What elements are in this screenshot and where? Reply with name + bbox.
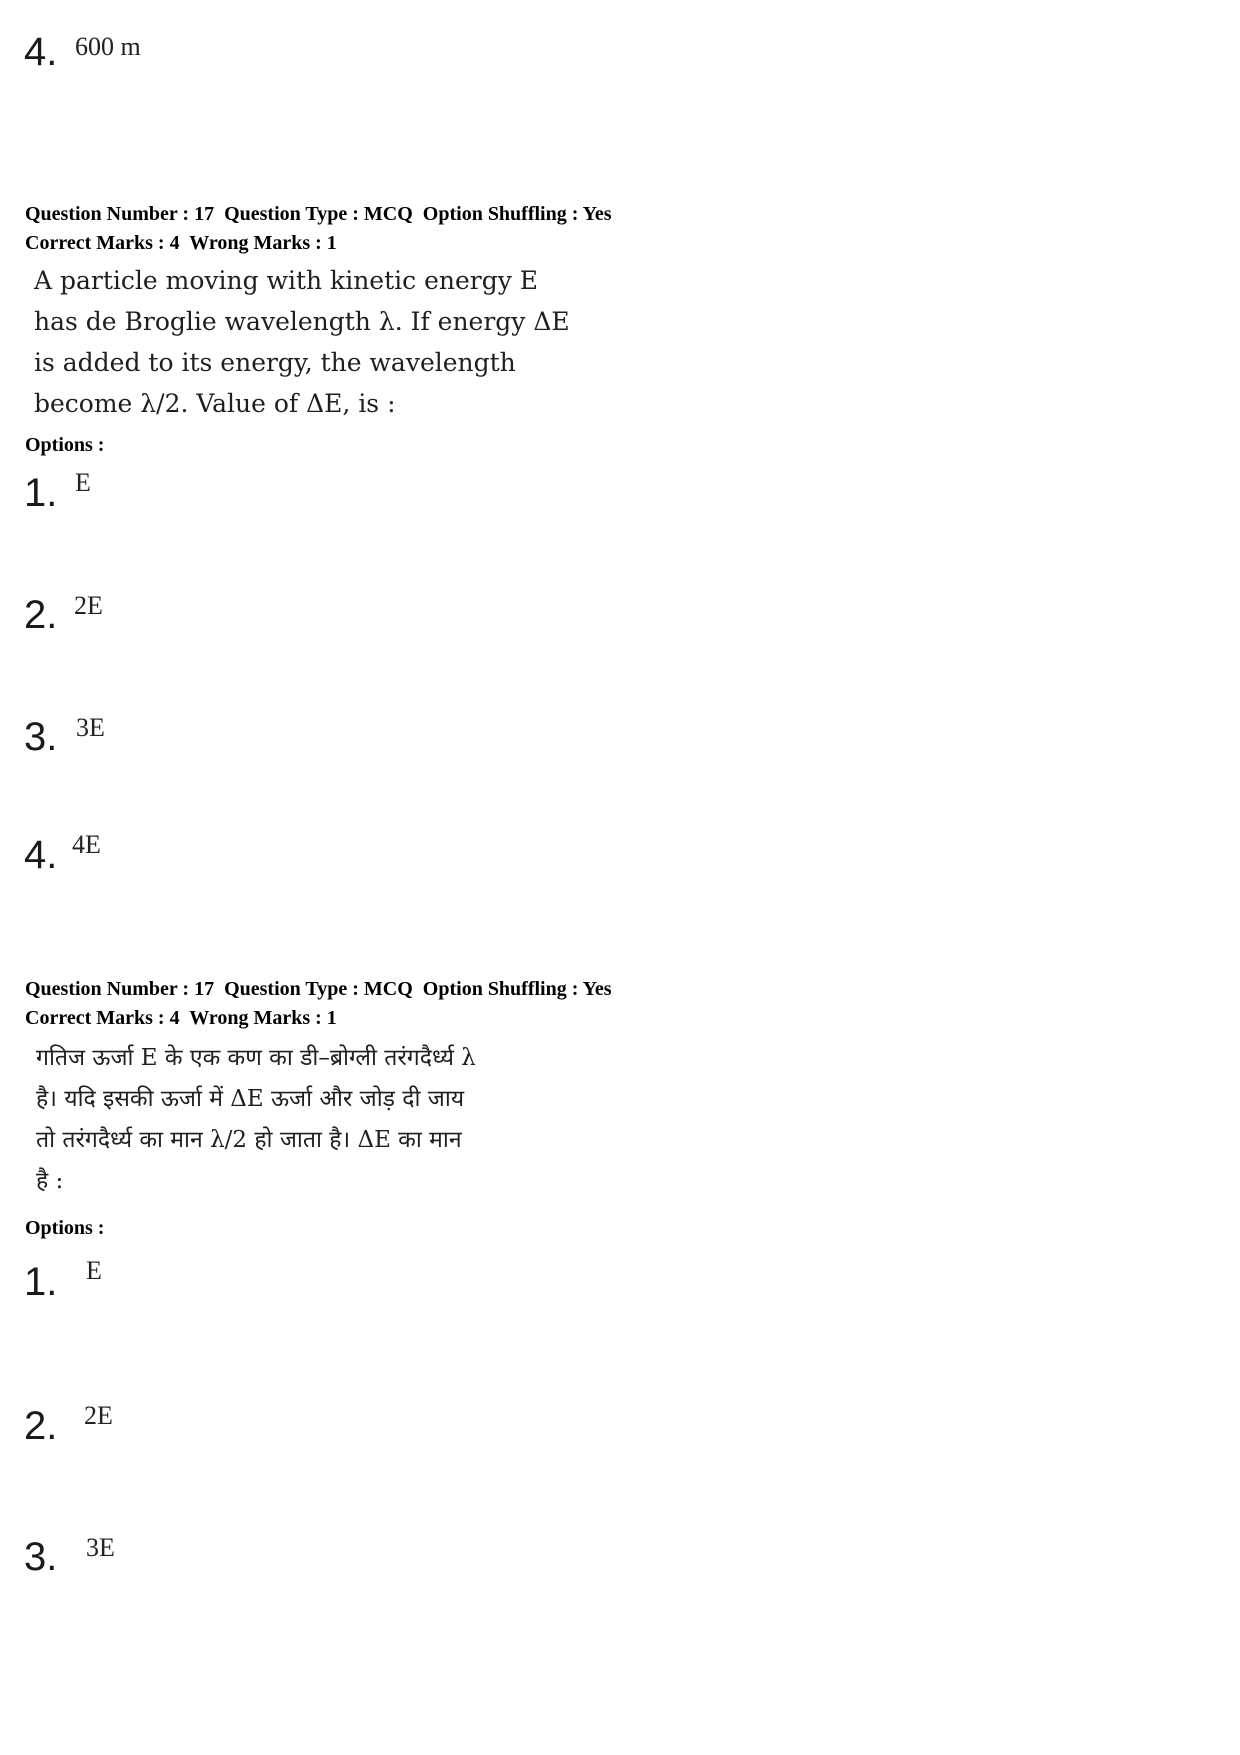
option-value: 2E xyxy=(74,591,103,620)
question-text-line: है। यदि इसकी ऊर्जा में ΔE ऊर्जा और जोड़ दी जाय xyxy=(36,1086,465,1112)
option-value: 2E xyxy=(84,1401,113,1430)
option-number: 2. xyxy=(24,593,58,637)
options-label: Options : xyxy=(25,434,105,456)
option-number: 2. xyxy=(24,1404,58,1448)
options-label: Options : xyxy=(25,1217,105,1239)
question-header-line2: Correct Marks : 4 Wrong Marks : 1 xyxy=(25,232,337,254)
question-text-line: become λ/2. Value of ΔE, is : xyxy=(34,389,396,418)
question-text xyxy=(36,1038,476,1202)
option-number: 1. xyxy=(24,471,58,515)
question-text-line: तो तरंगदैर्ध्य का मान λ/2 हो जाता है। ΔE का मान xyxy=(36,1127,462,1153)
question-header-line2: Correct Marks : 4 Wrong Marks : 1 xyxy=(25,1007,337,1029)
prev-option-number: 4. xyxy=(24,30,58,74)
question-text xyxy=(34,260,570,424)
option-value: E xyxy=(75,468,91,497)
question-text-line: has de Broglie wavelength λ. If energy ΔE xyxy=(34,307,570,336)
question-text-line: है : xyxy=(36,1168,64,1194)
option-value: 4E xyxy=(72,830,101,859)
option-value: E xyxy=(86,1256,102,1285)
question-text-line: गतिज ऊर्जा E के एक कण का डी–ब्रोग्ली तरंगदैर्ध्य λ xyxy=(36,1045,476,1071)
question-text-line: A particle moving with kinetic energy E xyxy=(34,266,539,295)
question-header-line1: Question Number : 17 Question Type : MCQ Option Shuffling : Yes xyxy=(25,978,612,1000)
option-value: 3E xyxy=(76,713,105,742)
option-number: 4. xyxy=(24,833,58,877)
option-number: 1. xyxy=(24,1260,58,1304)
option-number: 3. xyxy=(24,1535,58,1579)
question-header-line1: Question Number : 17 Question Type : MCQ Option Shuffling : Yes xyxy=(25,203,612,225)
option-number: 3. xyxy=(24,715,58,759)
question-text-line: is added to its energy, the wavelength xyxy=(34,348,516,377)
prev-option-value: 600 m xyxy=(75,32,141,61)
option-value: 3E xyxy=(86,1533,115,1562)
